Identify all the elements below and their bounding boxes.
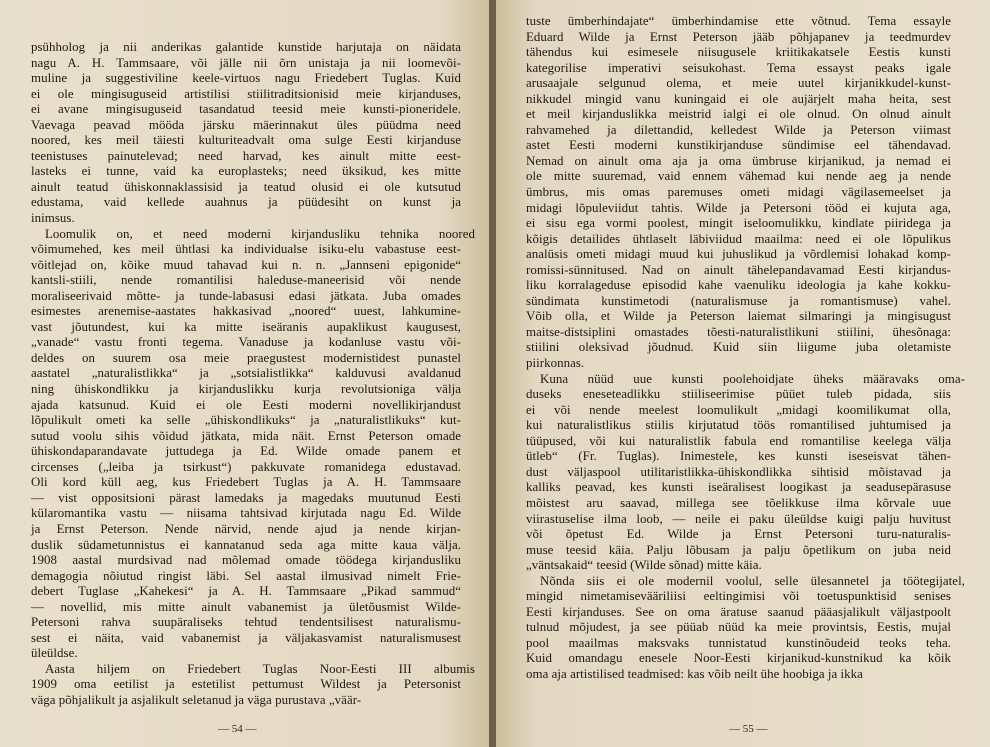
text-line: mõistest aru saavad, millega see tõelikkuse ilma kõrvale uue (526, 495, 951, 510)
text-line: või õpetust Ed. Wilde ja Ernst Petersoni turu-naturalis- (526, 527, 951, 542)
text-line: kui naturalistlikus stiilis kirjutatud töös romantilised juhtumised ja (526, 418, 951, 433)
text-line: ja Ernst Peterson. Nende närvid, nende ajud ja nende kirjan- (31, 521, 461, 536)
text-line: vast jõutundest, kui ka mitte iseäranis aupaklikust kaugusest, (31, 319, 461, 334)
right-page (496, 0, 990, 747)
text-line: kategorilise imperativi seisukohast. Tema essayst peaks igale (526, 60, 951, 75)
text-line: ei ole mingisuguseid artistilisi stiilitraditsionisid meie kirjanduses, (31, 86, 461, 101)
text-line: kalliks peavad, kes kunsti iseäralisest loogikast ja seadusepärasuse (526, 480, 951, 495)
text-line: piirkonnas. (526, 356, 585, 371)
text-line: maitse-distsiplini omastades tõesti-naturalistlikuni stiilini, ühesõnaga: (526, 324, 951, 339)
text-line: inimsus. (31, 211, 75, 226)
text-line: Võib olla, et Wilde ja Peterson laiemat silmaringi ja mingisugust (526, 309, 951, 324)
text-line: romissi-sünnitused. Nad on ainult tähelepandavamad Eesti kirjandus- (526, 262, 951, 277)
text-line: aastatel „naturalistlikka“ ja „sotsialistlikka“ kalduvusi avaldanud (31, 366, 461, 381)
text-line: Eesti kirjanduses. See on oma äratuse saanud pääasjalikult väljastpoolt (526, 604, 951, 619)
text-line: viirastuselise ilma loob, — neile ei paku üleüldse kuigi palju huvitust (526, 511, 951, 526)
text-line: edustama, vaid kellede auahnus ja püüdesiht on kunst ja (31, 195, 461, 210)
text-line: stiilini oleksivad jõudnud. Kuid siin liigume juba oletamiste (526, 340, 951, 355)
text-line: rahvamehed ja dilettandid, kelledest Wilde ja Peterson viimast (526, 122, 951, 137)
text-line: duseks eneseteadlikku stiiliseerimise püüet tuleb pidada, siis (526, 387, 951, 402)
text-line: dust väljaspool utilitaristlikka-ühiskondlikka sihtisid mõistavad ja (526, 464, 951, 479)
page-number-left: — 54 — (218, 723, 257, 735)
text-line: ütleb“ (Fr. Tuglas). Inimestele, kes kunsti iseseisvat tähen- (526, 449, 951, 464)
text-line: tähendus kui esimesele niisugusele kriitikakatsele Eestis kunsti (526, 45, 951, 60)
right-page-text (526, 14, 965, 683)
text-line: nikkudel mingid vanu kuningaid ei ole aujärjelt maha heita, sest (526, 91, 951, 106)
text-line: analüsis ometi midagi muud kui juhuslikud ja võrdlemisi lohakad komp- (526, 247, 951, 262)
text-line: noored, kes meil täiesti kulturiteadvalt oma sulge Eesti kirjanduse (31, 133, 461, 148)
text-line: „väntsakaid“ teesid (Wilde sõnad) mitte käia. (526, 558, 762, 573)
text-line: ainult teatud ühiskonnaklassisid ja teatud olusid ei ole kutsutud (31, 179, 461, 194)
text-line: midagi lõpuleviidut tahtis. Wilde ja Petersoni tööd ei kujuta aga, (526, 200, 951, 215)
text-line: esimestes arenemise-aastates hakkasivad „noored“ uuest, lahkumine- (31, 304, 461, 319)
text-line: ei avane mingisuguseid tasandatud teesid meie kunsti-pioneridele. (31, 102, 461, 117)
text-line: Eduard Wilde ja Ernst Peterson jääb põhjapanev ja teedmurdev (526, 29, 951, 44)
left-page (0, 0, 489, 747)
text-line: mingid nimetamisevääriliisi eeltingimisi või toetuspunktisid senises (526, 589, 951, 604)
text-line: Nemad on ainult oma aja ja oma ümbruse kirjanikud, ja nemad ei (526, 153, 951, 168)
text-line: sest ei näita, vaid vabanemist ja väljakasvamist naturalismusest (31, 630, 461, 645)
text-line: moraliseerivaid mõtte- ja tunde-labasusi edasi jätkata. Juba omades (31, 288, 461, 303)
text-line: tuste ümberhindajate“ ümberhindamise ette võtnud. Tema essayle (526, 14, 951, 28)
book-gutter (489, 0, 496, 747)
text-line: väga põhjalikult ja asjalikult seletanud ja väga purustava „väär- (31, 692, 362, 707)
text-line: muse teesid käia. Palju lõbusam ja palju õpetlikum on juba neid (526, 542, 951, 557)
text-line: duslik südametunnistus ei kannatanud seda aga mitte kaua välja. (31, 537, 461, 552)
text-line: pool maailmas maksvaks tunnistatud kunstinõudeid teoks teha. (526, 635, 951, 650)
text-line: Nõnda siis ei ole modernil voolul, selle ülesannetel ja töötegijatel, (540, 573, 965, 588)
text-line: debert Tuglase „Kahekesi“ ja A. H. Tammsaare „Pikad sammud“ (31, 584, 461, 599)
text-line: nagu A. H. Tammsaare, või jälle nii õrn unistaja ja nii loomevõi- (31, 55, 461, 70)
text-line: ümbrus, mis omas paremuses ometi midagi vägilasemeelset ja (526, 185, 951, 200)
text-line: — vist oppositsioni pärast lamedaks ja magedaks muutunud Eesti (31, 490, 461, 505)
text-line: astet Eesti moderni kunstikirjanduse sündimise eel tähendavad. (526, 138, 951, 153)
text-line: sutud voolu sihis võidud jätkata, mida näit. Ernst Peterson omade (31, 428, 461, 443)
text-line: kõigis detailides ühtlaselt läbiviidud maailma: need ei ole lõpulikus (526, 231, 951, 246)
text-line: külaromantika vastu — niisama tahtsivad kirjutada nagu Ed. Wilde (31, 506, 461, 521)
text-line: lasteks ei tunne, vaid ka europlasteks; need üksikud, kes mitte (31, 164, 461, 179)
text-line: ole mitte suuremad, vaid ennem vähemad kui nende aeg ja nende (526, 169, 951, 184)
text-line: 1908 aastal murdsivad nad mõlemad omade töödega kirjandusliku (31, 553, 461, 568)
text-line: circenses („leiba ja tsirkust“) pakkuvate romanidega edustavad. (31, 459, 461, 474)
text-line: arusaajale selgunud olema, et meie uutel kirjanikkudel-kunst- (526, 76, 951, 91)
text-line: psühholog ja nii anderikas galantide kunstide harjutaja on näidata (31, 40, 461, 54)
text-line: võitlejad on, kõike muud tahavad kui n. n. „Jannseni epigonide“ (31, 257, 461, 272)
text-line: ühiskondaparandavate juttudega ja Ed. Wilde omade panem et (31, 444, 461, 459)
text-line: 1909 oma eetilist ja estetilist pettumust Wildest ja Petersonist (31, 677, 461, 692)
text-line: „vanade“ vastu fronti tegema. Vanaduse ja kodanluse vastu või- (31, 335, 461, 350)
left-page-text (31, 40, 475, 709)
text-line: tüüpused, või kui naturalistlik fabula end romantilise keelega välja (526, 433, 951, 448)
text-line: liku korralageduse episodid kahe vaenuliku ideologia ja kahe kokku- (526, 278, 951, 293)
text-line: teenistuses painutelevad; need harvad, kes ainult mitte eest- (31, 148, 461, 163)
text-line: deldes on suurem osa meie praegustest modernistidest punastel (31, 350, 461, 365)
text-line: üleüldse. (31, 646, 78, 661)
text-line: Loomulik on, et need moderni kirjandusliku tehnika noored (45, 226, 475, 241)
text-line: võimumehed, kes meil ühtlasi ka individualse isiku-elu vabastuse eest- (31, 242, 461, 257)
text-line: Kuid omandagu enesele Noor-Eesti kirjanikud-kunstnikud ka kõik (526, 651, 951, 666)
text-line: Petersoni rahva suupäraliseks tehtud tendentsilisest naturalismu- (31, 615, 461, 630)
text-line: ajada katsunud. Kuid ei ole Eesti moderni novellikirjandust (31, 397, 461, 412)
text-line: lõpulikult ometi ka selle „ühiskondlikuks“ ja „naturalistlikuks“ kut- (31, 413, 461, 428)
text-line: Kuna nüüd uue kunsti poolehoidjate üheks määravaks oma- (540, 371, 965, 386)
text-line: ei sisu ega vormi poolest, mingit iseloomulikku, kindlate piiridega ja (526, 216, 951, 231)
text-line: Vaevaga peavad mööda järsku mäerinnakut üles püüdma need (31, 117, 461, 132)
text-line: Oli kord küll aeg, kus Friedebert Tuglas ja A. H. Tammsaare (31, 475, 461, 490)
text-line: kantsli-stiili, nende romantilisi haleduse-maneerisid või nende (31, 273, 461, 288)
text-line: oma aja artistilised teadmised: kas võib neilt ühe hoobiga ja ikka (526, 666, 863, 681)
text-line: sündimata kunstimetodi (naturalismuse ja romantismuse) vahel. (526, 293, 951, 308)
text-line: Aasta hiljem on Friedebert Tuglas Noor-Eesti III albumis (45, 661, 475, 676)
text-line: tulnud mõjudest, ja see püüab nüüd ka meie provintsis, Eestis, mujal (526, 620, 951, 635)
text-line: et meil kirjanduslikka meistrid ialgi ei ole olnud. On olnud ainult (526, 107, 951, 122)
page-number-right: — 55 — (729, 723, 768, 735)
text-line: ei või nende meelest loomulikult „midagi koomilikumat olla, (526, 402, 951, 417)
text-line: demagogia nõiutud ringist läbi. Sel aastal ilmusivad nimelt Frie- (31, 568, 461, 583)
text-line: — novellid, mis mitte ainult vabanemist ja ületõusmist Wilde- (31, 599, 461, 614)
text-line: ning ühiskondlikku ja kirjanduslikku kurja revolutsioniga välja (31, 382, 461, 397)
text-line: muline ja suggestiviline keele-virtuos nagu Friedebert Tuglas. Kuid (31, 71, 461, 86)
